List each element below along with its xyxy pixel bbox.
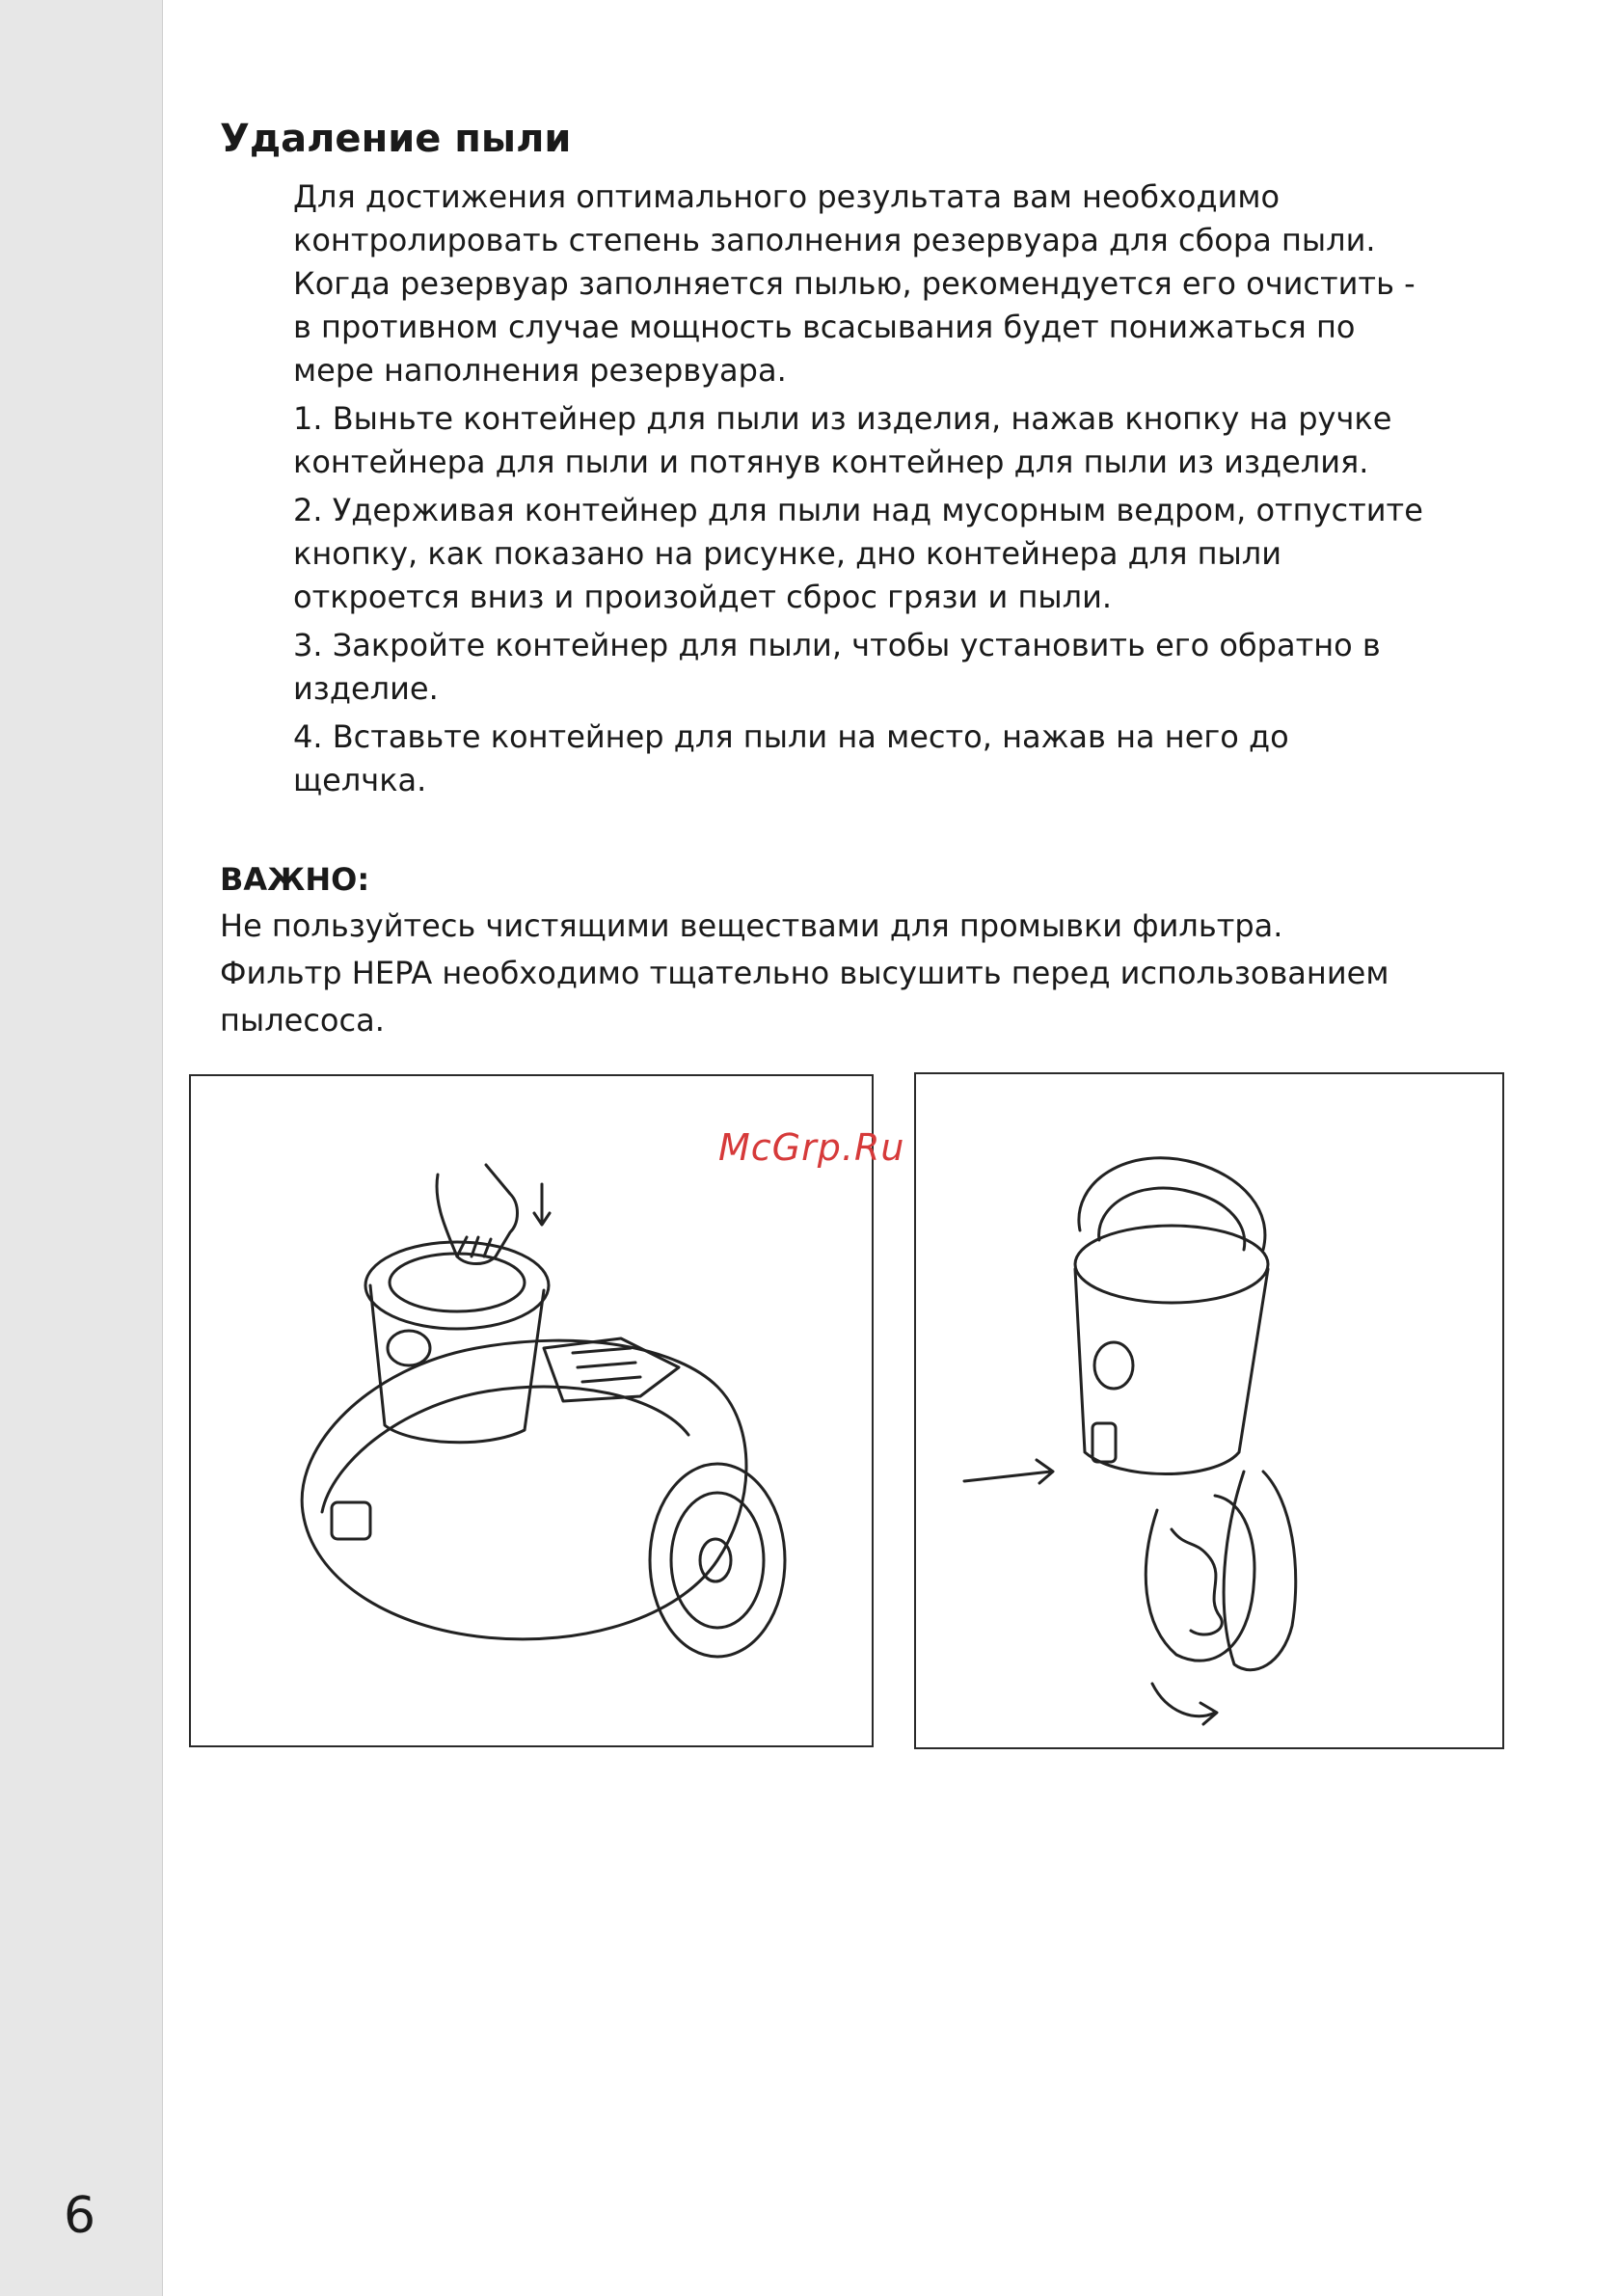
intro-paragraph: Для достижения оптимального результата вам необходимо контролировать степень заполнения резервуара для сбора пыли. Когда резервуар заполняется пылью, рекомендуется его очистить - в противном случае мощность всасывания будет понижаться по мере наполнения резервуара. (293, 178, 1416, 389)
container-body (1075, 1269, 1268, 1474)
important-note (220, 856, 1464, 1044)
arrow-bottom (1152, 1684, 1217, 1724)
important-line-1: Не пользуйтесь чистящими веществами для промывки фильтра. (220, 907, 1283, 944)
vacuum-body (302, 1340, 746, 1639)
important-label: ВАЖНО: (220, 861, 370, 898)
step-2: 2. Удерживая контейнер для пыли над мусорным ведром, отпустите кнопку, как показано на рисунке, дно контейнера для пыли откроется вниз и произойдет сброс грязи и пыли. (293, 492, 1423, 615)
container-illustration (906, 1047, 1518, 1753)
open-lid (1224, 1472, 1296, 1670)
press-arrow (534, 1184, 550, 1225)
page-number: 6 (64, 2187, 96, 2245)
page-margin (0, 0, 162, 2296)
step-3: 3. Закройте контейнер для пыли, чтобы установить его обратно в изделие. (293, 627, 1381, 707)
dust-container (370, 1285, 544, 1443)
page-edge (162, 0, 163, 2296)
step-1: 1. Выньте контейнер для пыли из изделия, нажав кнопку на ручке контейнера для пыли и потянув контейнер для пыли из изделия. (293, 400, 1392, 480)
main-content (220, 114, 1464, 1044)
figure-empty-container (906, 1047, 1518, 1753)
step-4: 4. Вставьте контейнер для пыли на место, нажав на него до щелчка. (293, 718, 1289, 798)
watermark: McGrp.Ru (718, 1126, 905, 1169)
section-title: Удаление пыли (220, 117, 572, 161)
important-line-2: Фильтр HEPA необходимо тщательно высушить перед использованием пылесоса. (220, 955, 1389, 1039)
arrow-left (964, 1460, 1053, 1483)
